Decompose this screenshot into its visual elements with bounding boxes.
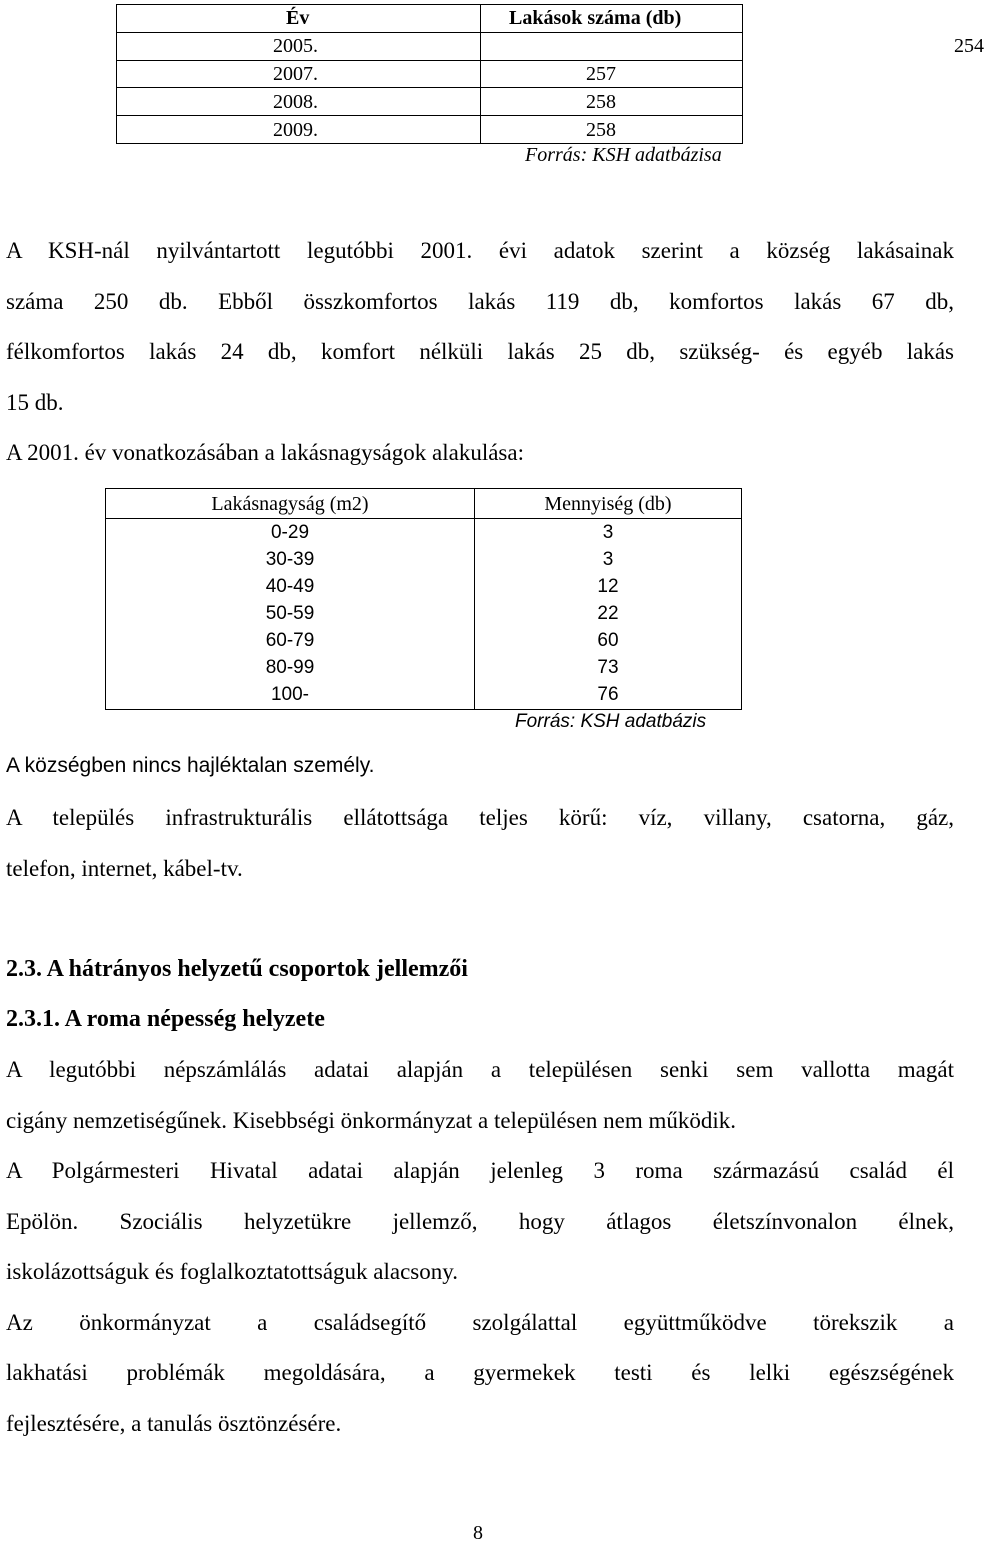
table-header-size: Lakásnagyság (m2) (106, 489, 475, 519)
table-cell: 73 (475, 655, 742, 682)
table-cell: 60 (475, 628, 742, 655)
housing-size-table (105, 488, 742, 710)
table-cell: 76 (475, 682, 742, 710)
text-line: Az önkormányzat a családsegítő szolgálattal együttműködve törekszik a (6, 1309, 954, 1335)
text-line: A Polgármesteri Hivatal adatai alapján jelenleg 3 roma származású család él (6, 1158, 954, 1183)
text-line: telefon, internet, kábel-tv. (6, 855, 243, 881)
page-number: 8 (473, 1522, 483, 1544)
text-line: iskolázottságuk és foglalkoztatottságuk alacsony. (6, 1259, 459, 1284)
table2-source: Forrás: KSH adatbázis (515, 711, 707, 732)
paragraph-roma (6, 1045, 954, 1449)
table-cell: 50-59 (106, 600, 475, 627)
table-cell: 3 (475, 519, 742, 547)
table-cell: 257 (481, 60, 743, 88)
housing-count-table (116, 4, 984, 144)
text-line: A legutóbbi népszámlálás adatai alapján a településen senki sem vallotta magát (6, 1057, 954, 1082)
table-cell: 258 (481, 116, 743, 144)
table-header-count: Lakások száma (db) (481, 5, 743, 33)
text-line: A 2001. év vonatkozásában a lakásnagyságok alakulása: (6, 440, 524, 465)
section-heading: 2.3. A hátrányos helyzetű csoportok jellemzői (6, 956, 468, 982)
subsection-heading: 2.3.1. A roma népesség helyzete (6, 1006, 325, 1032)
text-line: fejlesztésére, a tanulás ösztönzésére. (6, 1410, 342, 1436)
text-line: A település infrastrukturális ellátottsága teljes körű: víz, villany, csatorna, gáz, (6, 805, 954, 830)
text-line: A KSH-nál nyilvántartott legutóbbi 2001. évi adatok szerint a község lakásainak (6, 238, 954, 263)
paragraph-housing (6, 226, 954, 479)
text-line: cigány nemzetiségűnek. Kisebbségi önkormányzat a településen nem működik. (6, 1107, 737, 1133)
text-line: 15 db. (6, 389, 64, 415)
paragraph-infrastructure (6, 793, 954, 894)
text-line: lakhatási problémák megoldására, a gyermekek testi és lelki egészségének (6, 1360, 954, 1385)
table-cell: 2008. (117, 88, 481, 116)
table-cell: 258 (481, 88, 743, 116)
table-cell: 22 (475, 600, 742, 627)
table-cell: 2007. (117, 60, 481, 88)
text-line: száma 250 db. Ebből összkomfortos lakás 119 db, komfortos lakás 67 db, (6, 288, 954, 314)
table-cell: 80-99 (106, 655, 475, 682)
table1-source: Forrás: KSH adatbázisa (525, 144, 722, 166)
table-cell: 40-49 (106, 573, 475, 600)
table-cell: 12 (475, 573, 742, 600)
table-cell: 3 (475, 546, 742, 573)
homeless-statement: A községben nincs hajléktalan személy. (6, 754, 375, 777)
text-line: Epölön. Szociális helyzetükre jellemző, hogy átlagos életszínvonalon élnek, (6, 1208, 954, 1234)
table-cell: 0-29 (106, 519, 475, 547)
table-cell: 100- (106, 682, 475, 710)
text-line: félkomfortos lakás 24 db, komfort nélküli lakás 25 db, szükség- és egyéb lakás (6, 339, 954, 364)
table-header-quantity: Mennyiség (db) (475, 489, 742, 519)
table-cell: 30-39 (106, 546, 475, 573)
table-cell: 60-79 (106, 628, 475, 655)
table-cell: 254 (481, 32, 743, 60)
table-cell: 2005. (117, 32, 481, 60)
table-cell: 2009. (117, 116, 481, 144)
table-header-year: Év (117, 5, 481, 33)
